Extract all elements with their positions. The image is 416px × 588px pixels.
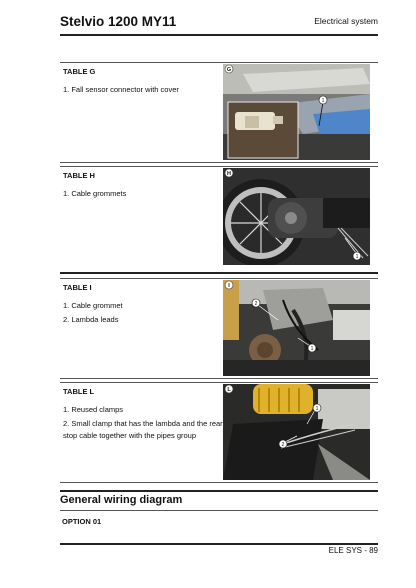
footer-rule (60, 543, 378, 545)
svg-text:1: 1 (355, 254, 359, 260)
table-g-item-1: 1. Fall sensor connector with cover (63, 85, 179, 94)
table-i-callout-2 (252, 299, 260, 307)
table-g-title: TABLE G (63, 67, 96, 76)
svg-text:G: G (226, 67, 232, 73)
table-g-callout-1 (319, 96, 327, 104)
table-i-text (63, 278, 221, 326)
wiring-heading: General wiring diagram (60, 494, 183, 506)
table-i-photo-tag (225, 281, 233, 289)
table-l-photo-tag (225, 385, 233, 393)
svg-text:1: 1 (310, 346, 314, 352)
table-g-bottom-rule (60, 162, 378, 163)
svg-text:L: L (227, 387, 231, 393)
svg-text:1: 1 (321, 98, 325, 104)
table-h-item-1: 1. Cable grommets (63, 189, 127, 198)
table-i-bottom-rule (60, 378, 378, 379)
table-i-item-2: 2. Lambda leads (63, 315, 119, 324)
document-title: Stelvio 1200 MY11 (60, 14, 177, 29)
table-l-bottom-rule (60, 482, 378, 483)
table-l-text (63, 382, 221, 442)
table-h-callout-1 (353, 252, 361, 260)
svg-text:I: I (228, 283, 230, 289)
table-g-photo (223, 64, 370, 160)
table-l-item-2: 2. Small clamp that has the lambda and the rear stop cable together with the pipes group (63, 419, 223, 440)
table-h-text (63, 166, 221, 200)
table-i-item-1: 1. Cable grommet (63, 301, 123, 310)
wiring-top-rule (60, 490, 378, 492)
table-l-callout-1 (313, 404, 321, 412)
svg-text:2: 2 (254, 301, 258, 307)
table-h-bottom-rule (60, 272, 378, 274)
table-i-title: TABLE I (63, 283, 92, 292)
table-h-title: TABLE H (63, 171, 95, 180)
table-h-photo (223, 168, 370, 265)
table-g-text (63, 62, 221, 96)
table-i-callout-1 (308, 344, 316, 352)
table-h-photo-tag (225, 169, 233, 177)
table-l-title: TABLE L (63, 387, 95, 396)
table-l-photo (223, 384, 370, 480)
wiring-heading-rule (60, 510, 378, 511)
svg-text:2: 2 (281, 442, 285, 448)
table-i-photo (223, 280, 370, 376)
svg-text:1: 1 (315, 406, 319, 412)
page-header (60, 8, 378, 32)
header-rule (60, 34, 378, 36)
option-label: OPTION 01 (62, 517, 102, 526)
svg-text:H: H (227, 171, 231, 177)
table-g-photo-tag (225, 65, 233, 73)
section-name: Electrical system (314, 16, 378, 26)
page-code: ELE SYS - 89 (328, 546, 378, 555)
table-l-item-1: 1. Reused clamps (63, 405, 124, 414)
table-l-callout-2 (279, 440, 287, 448)
